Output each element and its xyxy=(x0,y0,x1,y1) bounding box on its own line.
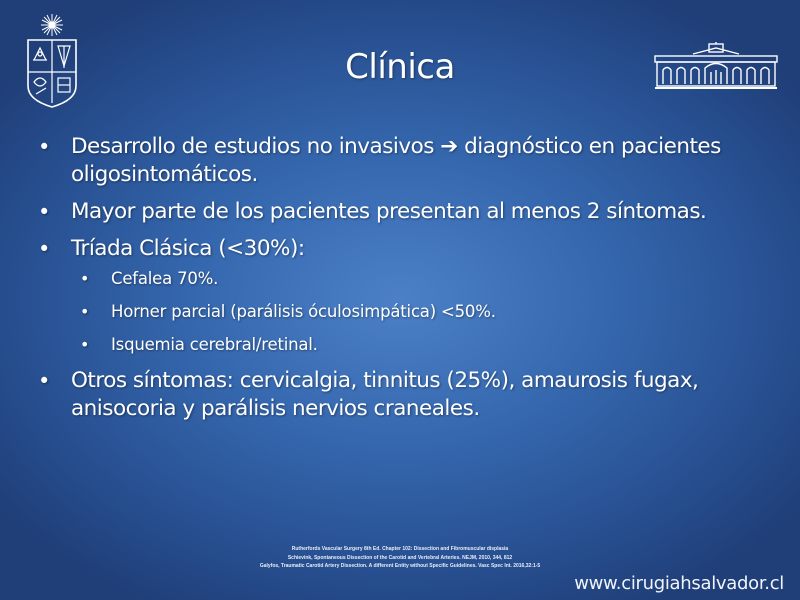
reference-line: Rutherfords Vascular Surgery 8th Ed. Chapter 102: Dissection and Fibromuscular displasia xyxy=(291,546,509,552)
bullet-text: Mayor parte de los pacientes presentan al menos 2 síntomas. xyxy=(71,199,707,224)
bullet-item xyxy=(38,367,778,423)
reference-line: Schievink, Spontaneous Dissection of the Carotid and Vertebral Arteries. NEJM, 2010, 344, 812 xyxy=(287,554,513,561)
bullet-dot: • xyxy=(38,369,50,393)
bullet-item xyxy=(38,133,778,189)
arrow-icon: ➔ xyxy=(440,134,458,159)
sub-bullet-item xyxy=(38,268,778,290)
bullet-text: diagnóstico en pacientes oligosintomáticos. xyxy=(71,134,721,187)
sub-bullet-text: Isquemia cerebral/retinal. xyxy=(111,335,318,354)
slide-title: Clínica xyxy=(345,47,455,87)
bullet-text: Desarrollo de estudios no invasivos xyxy=(71,134,441,159)
bullet-dot: • xyxy=(80,335,90,354)
references xyxy=(150,545,650,571)
sub-bullet-text: Cefalea 70%. xyxy=(111,269,219,288)
bullet-item xyxy=(38,198,778,226)
sub-bullet-item xyxy=(38,334,778,356)
bullet-dot: • xyxy=(38,200,50,224)
bullet-list xyxy=(38,133,778,432)
website-url: www.cirugiahsalvador.cl xyxy=(574,573,784,594)
sub-bullet-item xyxy=(38,301,778,323)
bullet-dot: • xyxy=(38,237,50,261)
sub-bullet-text: Horner parcial (parálisis óculosimpática) <50%. xyxy=(111,302,496,321)
sub-bullet-group xyxy=(38,268,778,356)
bullet-dot: • xyxy=(38,135,50,159)
bullet-dot: • xyxy=(80,269,90,288)
bullet-text: Tríada Clásica (<30%): xyxy=(71,236,305,261)
bullet-dot: • xyxy=(80,302,90,321)
bullet-text: Otros síntomas: cervicalgia, tinnitus (25%), amaurosis fugax, anisocoria y parálisis nervios craneales. xyxy=(71,368,699,421)
bullet-item xyxy=(38,235,778,263)
reference-line: Galyfos, Traumatic Carotid Artery Dissection. A different Entity without Specific Guidelines. Vasc Spec Int. 2016,32:1-5 xyxy=(259,563,541,569)
